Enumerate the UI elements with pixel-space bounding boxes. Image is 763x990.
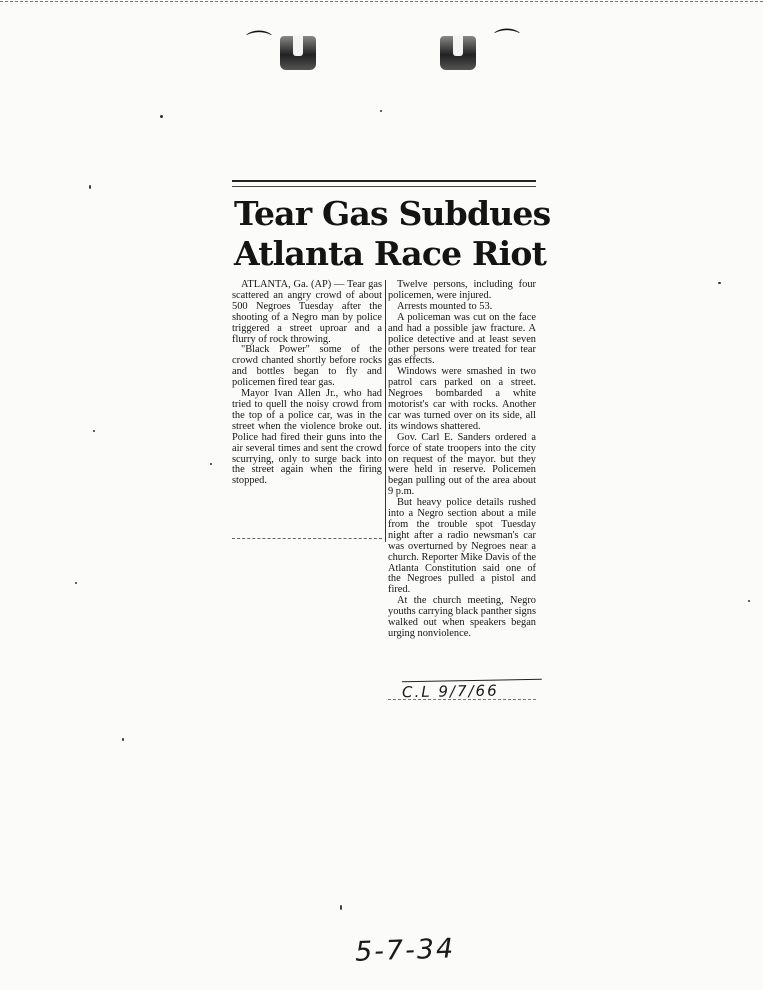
article-paragraph: A policeman was cut on the face and had a possible jaw fracture. A police detective and at least seven other persons were treated for tear gas effects. [388,311,536,367]
binder-hook-right: ⌒ [494,28,521,58]
article-paragraph: Gov. Carl E. Sanders ordered a force of state troopers into the city on request of the mayor. but they were held in reserve. Policemen began pulling out of the area about 9 p.m. [388,431,536,498]
column-divider [385,280,386,542]
article-column-left [232,280,382,487]
clipping-top-rule [232,180,536,182]
article-column-right [388,280,536,640]
article-paragraph: ATLANTA, Ga. (AP) — Tear gas scattered an angry crowd of about 500 Negroes Tuesday after the shooting of a Negro man by police triggered a street uproar and a flurry of rock throwing. [232,279,382,345]
headline-line-1: Tear Gas Subdues [234,194,551,233]
column-end-rule [232,538,382,539]
article-paragraph: Mayor Ivan Allen Jr., who had tried to quell the noisy crowd from the top of a police car, was in the street when the violence broke out. Police had fired their guns into the air several times and sent the crowd scurrying, only to surge back into the street again when the firing stopped. [232,388,382,487]
scan-speck [718,282,721,284]
article-paragraph: At the church meeting, Negro youths carrying black panther signs walked out when speakers began urging nonviolence. [388,595,536,639]
handwritten-date-note: C.L 9/7/66 [402,679,542,701]
scan-speck [748,600,750,602]
scan-speck [380,110,382,112]
perforated-top-edge [0,1,763,2]
column-end-rule [388,699,536,700]
article-paragraph: But heavy police details rushed into a Negro section about a mile from the trouble spot Tuesday night after a radio newsman's car was overturned by Negroes near a church. Reporter Mike Davis of the Atlanta Constitution said one of the Negroes pulled a pistol and fired. [388,497,536,596]
binder-clip-left [280,36,316,70]
binder-hook-left: ⌒ [246,30,273,60]
headline-line-2: Atlanta Race Riot [234,234,547,273]
scan-speck [89,185,91,189]
clipping-top-rule-thin [232,186,536,187]
scan-speck [122,738,124,741]
article-paragraph: "Black Power" some of the crowd chanted shortly before rocks and bottles began to fly and policemen fired tear gas. [232,344,382,389]
scan-speck [340,905,342,910]
binder-clip-right [440,36,476,70]
handwritten-file-number: 5-7-34 [354,933,456,968]
scan-speck [75,582,77,584]
article-paragraph: Arrests mounted to 53. [397,300,493,312]
newspaper-clipping [230,180,551,702]
scan-speck [93,430,95,432]
scan-speck [210,463,212,465]
headline [234,194,551,274]
article-paragraph: Windows were smashed in two patrol cars parked on a street. Negroes bombarded a white motorist's car with rocks. Another car was turned over on its side, all its windows shattered. [388,366,536,432]
scan-speck [160,115,163,118]
article-paragraph: Twelve persons, including four policemen, were injured. [388,279,536,301]
